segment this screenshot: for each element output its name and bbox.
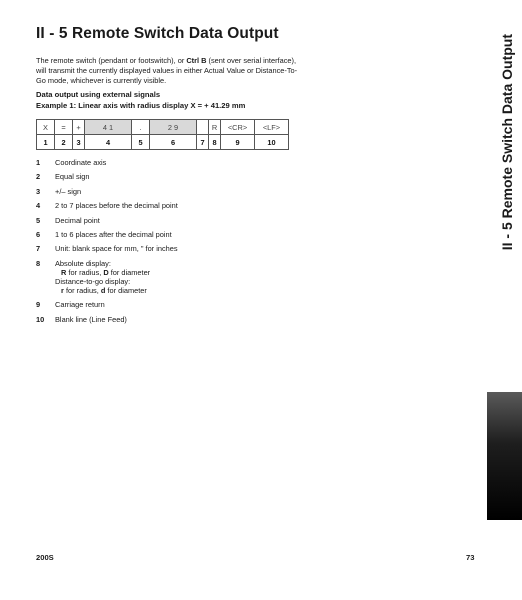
legend-text: Decimal point: [55, 215, 100, 225]
legend-text: +/– sign: [55, 186, 82, 196]
legend-text: Coordinate axis: [55, 158, 107, 167]
code-radius-dtg: r: [61, 285, 64, 295]
signal-number: 5: [132, 135, 150, 150]
signal-number: 7: [197, 135, 209, 150]
code-text: for radius,: [63, 285, 101, 295]
distance-to-go-label: Distance-to-go display:: [55, 276, 131, 286]
signal-number: 10: [255, 135, 289, 150]
signal-cell: 4 1: [85, 120, 132, 135]
legend-text: Unit: blank space for mm, " for inches: [55, 244, 178, 254]
signal-cell: [197, 120, 209, 135]
legend-item: [36, 230, 336, 239]
signal-cell: +: [73, 120, 85, 135]
legend-item: [36, 201, 336, 210]
legend-list: [36, 158, 336, 329]
code-text: for radius,: [66, 267, 104, 277]
absolute-display-codes: [55, 268, 336, 277]
signal-cell: <CR>: [221, 120, 255, 135]
distance-to-go-codes: [55, 286, 336, 295]
signal-number: 3: [73, 135, 85, 150]
signal-number: 9: [221, 135, 255, 150]
page-title: II - 5 Remote Switch Data Output: [36, 25, 279, 42]
code-text: for diameter: [105, 285, 147, 295]
legend-text: Absolute display:: [55, 258, 111, 268]
legend-number: 5: [36, 215, 41, 225]
signal-number: 8: [209, 135, 221, 150]
legend-number: 8: [36, 258, 41, 268]
legend-item-display-codes: [36, 259, 336, 295]
signal-number: 4: [85, 135, 132, 150]
code-text: for diameter: [108, 267, 151, 277]
footer-product: 200S: [36, 553, 54, 562]
code-radius-absolute: R: [61, 267, 67, 277]
signal-format-table: [36, 119, 289, 150]
signal-cell: 2 9: [150, 120, 197, 135]
legend-text: Blank line (Line Feed): [55, 314, 127, 324]
code-diameter-dtg: d: [100, 285, 106, 295]
intro-text-1: The remote switch (pendant or footswitch), or: [36, 56, 187, 65]
signal-row-numbers: [37, 135, 289, 150]
legend-item: [36, 315, 336, 324]
chapter-thumb-tab: [487, 392, 522, 520]
legend-number: 7: [36, 244, 41, 254]
code-diameter-absolute: D: [103, 267, 109, 277]
intro-bold-ctrl-b: Ctrl B: [186, 56, 207, 65]
legend-text: Equal sign: [55, 172, 90, 182]
intro-text-2: (sent over serial interface), will transmit the currently displayed values in either Actual Value or Distance-To-Go mode, whichever is currently visible.: [36, 56, 298, 86]
signal-number: 6: [150, 135, 197, 150]
signal-number: 1: [37, 135, 55, 150]
legend-number: 4: [36, 201, 41, 211]
footer-page-number: 73: [466, 553, 475, 562]
legend-number: 6: [36, 229, 41, 239]
legend-item: [36, 244, 336, 253]
signal-number: 2: [55, 135, 73, 150]
signal-cell: R: [209, 120, 221, 135]
legend-item: [36, 172, 336, 181]
legend-item: [36, 300, 336, 309]
legend-item: [36, 187, 336, 196]
signal-cell: =: [55, 120, 73, 135]
intro-paragraph: [36, 56, 306, 87]
legend-text: Carriage return: [55, 300, 105, 310]
legend-item: [36, 216, 336, 225]
signal-cell: .: [132, 120, 150, 135]
signal-cell: X: [37, 120, 55, 135]
example-heading: Example 1: Linear axis with radius display X = + 41.29 mm: [36, 101, 246, 110]
legend-number: 10: [36, 314, 45, 324]
legend-number: 9: [36, 300, 41, 310]
signal-row-characters: [37, 120, 289, 135]
legend-number: 1: [36, 158, 41, 167]
legend-number: 3: [36, 186, 41, 196]
legend-text: 2 to 7 places before the decimal point: [55, 201, 178, 211]
legend-number: 2: [36, 172, 41, 182]
signal-cell: <LF>: [255, 120, 289, 135]
side-section-title: II - 5 Remote Switch Data Output: [499, 34, 515, 251]
legend-text: 1 to 6 places after the decimal point: [55, 229, 172, 239]
legend-item: [36, 158, 336, 167]
section-heading: Data output using external signals: [36, 90, 161, 99]
